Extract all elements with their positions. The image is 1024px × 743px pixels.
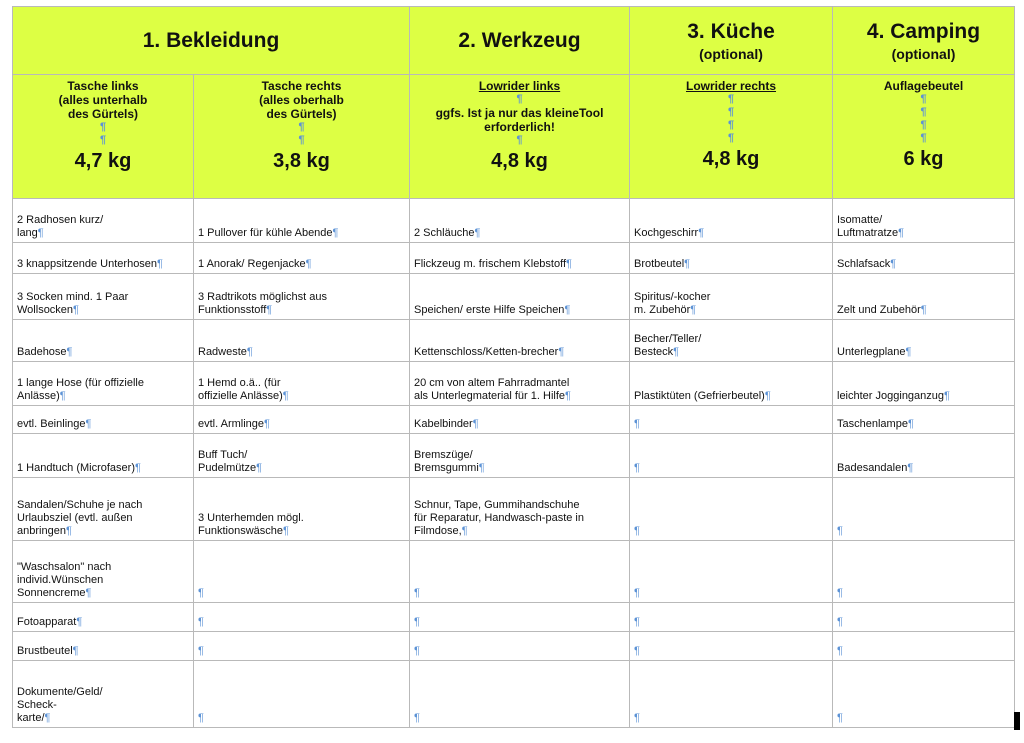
table-row bbox=[13, 243, 1015, 274]
pilcrow-mark bbox=[479, 462, 485, 474]
cell-text: Buff Tuch/ Pudelmütze bbox=[198, 449, 257, 474]
table-row bbox=[13, 632, 1015, 661]
cell-text: Badehose bbox=[17, 346, 67, 358]
category-header-bekleidung[interactable]: 1. Bekleidung bbox=[13, 7, 410, 75]
table-row bbox=[13, 406, 1015, 434]
pilcrow-mark bbox=[516, 93, 522, 105]
cell-text: Schnur, Tape, Gummihandschuhe für Reparatur, Handwasch-paste in Filmdose, bbox=[414, 499, 584, 537]
pilcrow-mark bbox=[728, 119, 734, 131]
pilcrow-mark bbox=[920, 132, 926, 144]
pilcrow-mark bbox=[135, 462, 141, 474]
pilcrow-mark bbox=[898, 227, 904, 239]
table-cell[interactable] bbox=[630, 243, 833, 274]
table-cell[interactable] bbox=[194, 434, 410, 478]
table-cell[interactable] bbox=[410, 434, 630, 478]
table-cell[interactable] bbox=[194, 603, 410, 632]
pilcrow-mark bbox=[837, 645, 843, 657]
cell-text: Unterlegplane bbox=[837, 346, 906, 358]
table-cell[interactable] bbox=[13, 274, 194, 320]
pilcrow-mark bbox=[298, 134, 304, 146]
table-cell[interactable] bbox=[13, 362, 194, 406]
table-cell[interactable] bbox=[833, 632, 1015, 661]
pilcrow-mark bbox=[765, 390, 771, 402]
pilcrow-mark bbox=[837, 525, 843, 537]
pilcrow-mark bbox=[86, 587, 92, 599]
pilcrow-mark bbox=[566, 258, 572, 270]
table-cell[interactable] bbox=[410, 320, 630, 362]
pilcrow-mark bbox=[283, 525, 289, 537]
pilcrow-mark bbox=[634, 418, 640, 430]
table-cell[interactable] bbox=[194, 661, 410, 728]
pilcrow-mark bbox=[944, 390, 950, 402]
pilcrow-mark bbox=[198, 616, 204, 628]
table-row bbox=[13, 434, 1015, 478]
table-cell[interactable] bbox=[13, 632, 194, 661]
cell-text: Isomatte/ Luftmatratze bbox=[837, 214, 899, 239]
cell-text: 2 Radhosen kurz/ lang bbox=[17, 214, 104, 239]
pilcrow-mark bbox=[920, 93, 926, 105]
table-row bbox=[13, 603, 1015, 632]
pilcrow-mark bbox=[920, 119, 926, 131]
table-cell[interactable] bbox=[194, 243, 410, 274]
cell-text: Speichen/ erste Hilfe Speichen bbox=[414, 304, 565, 316]
cell-text: Kettenschloss/Ketten-brecher bbox=[414, 346, 559, 358]
pilcrow-mark bbox=[565, 390, 571, 402]
pilcrow-mark bbox=[475, 227, 481, 239]
cell-text: 1 lange Hose (für offizielle Anlässe) bbox=[17, 377, 144, 402]
pilcrow-mark bbox=[558, 346, 564, 358]
pilcrow-mark bbox=[76, 616, 82, 628]
table-cell[interactable] bbox=[410, 632, 630, 661]
table-cell[interactable] bbox=[410, 274, 630, 320]
table-cell[interactable] bbox=[13, 541, 194, 603]
bag-header-auflagebeutel[interactable]: Auflagebeutel ¶ ¶ ¶ ¶ 6 kg bbox=[833, 75, 1015, 199]
cell-text: Zelt und Zubehör bbox=[837, 304, 921, 316]
pilcrow-mark bbox=[634, 645, 640, 657]
table-row bbox=[13, 541, 1015, 603]
pilcrow-mark bbox=[634, 587, 640, 599]
table-cell[interactable] bbox=[833, 434, 1015, 478]
category-header-camping[interactable]: 4. Camping (optional) bbox=[833, 7, 1015, 75]
table-row bbox=[13, 661, 1015, 728]
table-cell[interactable] bbox=[410, 406, 630, 434]
table-row bbox=[13, 199, 1015, 243]
bag-weight: 4,8 kg bbox=[491, 150, 548, 172]
table-row bbox=[13, 274, 1015, 320]
table-cell[interactable] bbox=[833, 406, 1015, 434]
packing-list-document bbox=[12, 6, 1015, 728]
pilcrow-mark bbox=[414, 645, 420, 657]
pilcrow-mark bbox=[198, 645, 204, 657]
cell-text: Kochgeschirr bbox=[634, 227, 699, 239]
table-cell[interactable] bbox=[194, 199, 410, 243]
cell-text: 1 Anorak/ Regenjacke bbox=[198, 258, 306, 270]
pilcrow-mark bbox=[333, 227, 339, 239]
packing-list-table bbox=[12, 6, 1015, 728]
cell-text: 20 cm von altem Fahrradmantel als Unterlegmaterial für 1. Hilfe bbox=[414, 377, 570, 402]
cell-text: Spiritus/-kocher m. Zubehör bbox=[634, 291, 711, 316]
bag-note: ggfs. Ist ja nur das kleineTool erforderlich! bbox=[435, 106, 604, 134]
table-cell[interactable] bbox=[194, 406, 410, 434]
table-cell[interactable] bbox=[630, 632, 833, 661]
table-cell[interactable] bbox=[630, 362, 833, 406]
table-cell[interactable] bbox=[194, 320, 410, 362]
cell-text: "Waschsalon" nach individ.Wünschen Sonnencreme bbox=[17, 561, 112, 599]
table-cell[interactable] bbox=[630, 603, 833, 632]
bag-weight: 6 kg bbox=[903, 148, 944, 170]
pilcrow-mark bbox=[473, 418, 479, 430]
table-row bbox=[13, 320, 1015, 362]
table-row bbox=[13, 362, 1015, 406]
cell-text: 2 Schläuche bbox=[414, 227, 475, 239]
cell-text: Flickzeug m. frischem Klebstoff bbox=[414, 258, 567, 270]
cell-text: Fotoapparat bbox=[17, 616, 77, 628]
pilcrow-mark bbox=[690, 304, 696, 316]
table-cell[interactable] bbox=[410, 541, 630, 603]
table-cell[interactable] bbox=[13, 406, 194, 434]
pilcrow-mark bbox=[837, 587, 843, 599]
pilcrow-mark bbox=[516, 134, 522, 146]
cell-text: Plastiktüten (Gefrierbeutel) bbox=[634, 390, 765, 402]
cell-text: Kabelbinder bbox=[414, 418, 473, 430]
pilcrow-mark bbox=[157, 258, 163, 270]
table-cell[interactable] bbox=[833, 603, 1015, 632]
cell-text: Brotbeutel bbox=[634, 258, 685, 270]
table-cell[interactable] bbox=[833, 541, 1015, 603]
cell-text: Radweste bbox=[198, 346, 247, 358]
pilcrow-mark bbox=[564, 304, 570, 316]
pilcrow-mark bbox=[198, 587, 204, 599]
pilcrow-mark bbox=[45, 712, 51, 724]
pilcrow-mark bbox=[908, 418, 914, 430]
bag-header-row bbox=[13, 75, 1015, 199]
pilcrow-mark bbox=[66, 525, 72, 537]
bag-weight: 4,7 kg bbox=[74, 150, 132, 172]
pilcrow-mark bbox=[247, 346, 253, 358]
cell-text: Dokumente/Geld/ Scheck- karte/ bbox=[17, 686, 103, 724]
pilcrow-mark bbox=[414, 587, 420, 599]
table-cell[interactable] bbox=[410, 243, 630, 274]
cell-text: evtl. Beinlinge bbox=[17, 418, 86, 430]
table-cell[interactable] bbox=[833, 243, 1015, 274]
table-cell[interactable] bbox=[410, 603, 630, 632]
table-cell[interactable] bbox=[410, 362, 630, 406]
table-cell[interactable] bbox=[630, 478, 833, 541]
table-cell[interactable] bbox=[630, 434, 833, 478]
pilcrow-mark bbox=[414, 712, 420, 724]
pilcrow-mark bbox=[100, 134, 106, 146]
table-cell[interactable] bbox=[630, 661, 833, 728]
table-cell[interactable] bbox=[630, 406, 833, 434]
table-cell[interactable] bbox=[833, 478, 1015, 541]
cell-text: Taschenlampe bbox=[837, 418, 908, 430]
table-cell[interactable] bbox=[833, 362, 1015, 406]
cell-text: leichter Jogginganzug bbox=[837, 390, 945, 402]
cell-text: 3 Socken mind. 1 Paar Wollsocken bbox=[17, 291, 129, 316]
cell-text: 3 Radtrikots möglichst aus Funktionsstoff bbox=[198, 291, 327, 316]
table-cell[interactable] bbox=[13, 478, 194, 541]
bag-header-lowrider-links[interactable]: Lowrider links ¶ ggfs. Ist ja nur das kleineTool erforderlich! ¶ 4,8 kg bbox=[410, 75, 630, 199]
table-cell[interactable] bbox=[833, 661, 1015, 728]
pilcrow-mark bbox=[198, 712, 204, 724]
table-cell[interactable] bbox=[410, 661, 630, 728]
table-cell[interactable] bbox=[13, 243, 194, 274]
pilcrow-mark bbox=[837, 616, 843, 628]
table-cell[interactable] bbox=[833, 199, 1015, 243]
table-cell[interactable] bbox=[194, 541, 410, 603]
table-cell[interactable] bbox=[833, 274, 1015, 320]
pilcrow-mark bbox=[306, 258, 312, 270]
category-header-werkzeug[interactable]: 2. Werkzeug bbox=[410, 7, 630, 75]
pilcrow-mark bbox=[684, 258, 690, 270]
table-cell[interactable] bbox=[630, 274, 833, 320]
pilcrow-mark bbox=[673, 346, 679, 358]
pilcrow-mark bbox=[73, 645, 79, 657]
pilcrow-mark bbox=[264, 418, 270, 430]
table-cell[interactable] bbox=[194, 362, 410, 406]
pilcrow-mark bbox=[256, 462, 262, 474]
category-header-row bbox=[13, 7, 1015, 75]
pilcrow-mark bbox=[634, 616, 640, 628]
pilcrow-mark bbox=[86, 418, 92, 430]
pilcrow-mark bbox=[728, 106, 734, 118]
pilcrow-mark bbox=[414, 616, 420, 628]
table-cell[interactable] bbox=[410, 478, 630, 541]
cell-text: Brustbeutel bbox=[17, 645, 73, 657]
cell-text: 1 Pullover für kühle Abende bbox=[198, 227, 333, 239]
pilcrow-mark bbox=[634, 462, 640, 474]
pilcrow-mark bbox=[920, 106, 926, 118]
pilcrow-mark bbox=[921, 304, 927, 316]
pilcrow-mark bbox=[100, 121, 106, 133]
cell-text: Sandalen/Schuhe je nach Urlaubsziel (evtl. außen anbringen bbox=[17, 499, 143, 537]
bag-header-tasche-rechts[interactable]: Tasche rechts (alles oberhalb des Gürtels) ¶ ¶ 3,8 kg bbox=[194, 75, 410, 199]
table-cell[interactable] bbox=[13, 661, 194, 728]
pilcrow-mark bbox=[634, 712, 640, 724]
pilcrow-mark bbox=[266, 304, 272, 316]
cell-text: Becher/Teller/ Besteck bbox=[634, 333, 702, 358]
cell-text: Schlafsack bbox=[837, 258, 891, 270]
cell-text: evtl. Armlinge bbox=[198, 418, 265, 430]
pilcrow-mark bbox=[907, 462, 913, 474]
pilcrow-mark bbox=[38, 227, 44, 239]
pilcrow-mark bbox=[890, 258, 896, 270]
pilcrow-mark bbox=[60, 390, 66, 402]
table-cell[interactable] bbox=[194, 478, 410, 541]
pilcrow-mark bbox=[906, 346, 912, 358]
cell-text: Badesandalen bbox=[837, 462, 908, 474]
bag-weight: 3,8 kg bbox=[273, 150, 330, 172]
pilcrow-mark bbox=[283, 390, 289, 402]
pilcrow-mark bbox=[67, 346, 73, 358]
pilcrow-mark bbox=[837, 712, 843, 724]
pilcrow-mark bbox=[634, 525, 640, 537]
pilcrow-mark bbox=[462, 525, 468, 537]
cell-text: 1 Handtuch (Microfaser) bbox=[17, 462, 135, 474]
bag-header-tasche-links[interactable]: Tasche links (alles unterhalb des Gürtels) ¶ ¶ 4,7 kg bbox=[13, 75, 194, 199]
category-header-kueche[interactable]: 3. Küche (optional) bbox=[630, 7, 833, 75]
table-cell[interactable] bbox=[13, 603, 194, 632]
pilcrow-mark bbox=[728, 132, 734, 144]
bag-weight: 4,8 kg bbox=[702, 148, 760, 170]
table-row bbox=[13, 478, 1015, 541]
table-cell[interactable] bbox=[410, 199, 630, 243]
table-cell[interactable] bbox=[630, 541, 833, 603]
table-cell[interactable] bbox=[194, 274, 410, 320]
pilcrow-mark bbox=[298, 121, 304, 133]
pilcrow-mark bbox=[698, 227, 704, 239]
table-cell[interactable] bbox=[194, 632, 410, 661]
table-cell[interactable] bbox=[13, 320, 194, 362]
pilcrow-mark bbox=[728, 93, 734, 105]
cell-text: Bremszüge/ Bremsgummi bbox=[414, 449, 479, 474]
cell-text: 1 Hemd o.ä.. (für offizielle Anlässe) bbox=[198, 377, 283, 402]
cell-text: 3 Unterhemden mögl. Funktionswäsche bbox=[198, 512, 304, 537]
bag-header-lowrider-rechts[interactable]: Lowrider rechts ¶ ¶ ¶ ¶ 4,8 kg bbox=[630, 75, 833, 199]
table-cell[interactable] bbox=[630, 199, 833, 243]
table-cell[interactable] bbox=[13, 199, 194, 243]
text-cursor-marker bbox=[1014, 712, 1020, 730]
table-cell[interactable] bbox=[13, 434, 194, 478]
cell-text: 3 knappsitzende Unterhosen bbox=[17, 258, 158, 270]
table-cell[interactable] bbox=[833, 320, 1015, 362]
table-cell[interactable] bbox=[630, 320, 833, 362]
pilcrow-mark bbox=[73, 304, 79, 316]
